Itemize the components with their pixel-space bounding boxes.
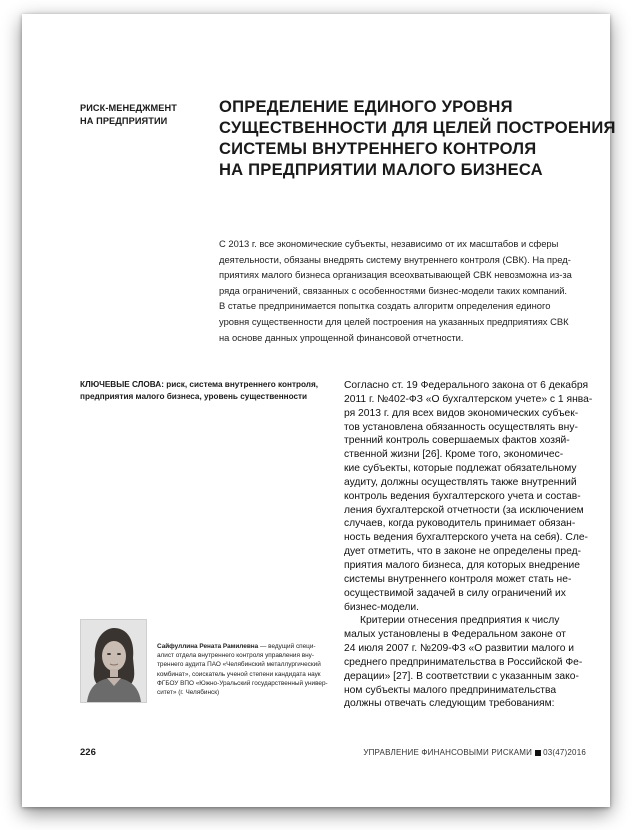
body-line: аудиту, должны осуществлять также внутренний [344, 476, 577, 488]
body-line: тренний контроль совершаемых фактов хозяй- [344, 435, 570, 447]
abstract-line: приятиях малого бизнеса организация всеохватывающей СВК невозможна из-за [219, 269, 572, 281]
body-line: тов установлена обязанность осуществлять вну- [344, 421, 578, 433]
author-portrait [81, 620, 146, 702]
body-line: контроль ведения бухгалтерского учета и состав- [344, 490, 581, 502]
keywords-line: предприятия малого бизнеса, уровень существенности [80, 392, 308, 401]
body-line: ственной жизни [26]. Кроме того, экономичес- [344, 449, 564, 461]
body-line: осуществимой задачей в силу ограничений их [344, 587, 566, 599]
issue-number: 03(47)2016 [543, 748, 586, 757]
body-line: 2011 г. №402-ФЗ «О бухгалтерском учете» с 1 янва- [344, 393, 593, 405]
body-line: приятия малого бизнеса, для которых внедрение [344, 559, 581, 571]
section-label [80, 102, 210, 127]
keywords-line: КЛЮЧЕВЫЕ СЛОВА: риск, система внутреннего контроля, [80, 380, 319, 389]
body-line: ря 2013 г. для всех видов экономических субъек- [344, 407, 579, 419]
body-line: должны отвечать следующим требованиям: [344, 698, 555, 710]
body-line: Критерии отнесения предприятия к числу [360, 615, 560, 627]
title-line: ОПРЕДЕЛЕНИЕ ЕДИНОГО УРОВНЯ [219, 97, 513, 116]
body-text [344, 379, 606, 711]
page-number: 226 [80, 747, 96, 758]
body-line: кие субъекты, которые подлежат обязательному [344, 463, 577, 475]
article-title [219, 96, 616, 180]
title-line: СУЩЕСТВЕННОСТИ ДЛЯ ЦЕЛЕЙ ПОСТРОЕНИЯ [219, 118, 616, 137]
abstract-line: на основе данных упрощенной финансовой отчетности. [219, 331, 464, 343]
section-label-line: РИСК-МЕНЕДЖМЕНТ [80, 103, 177, 113]
body-line: среднего предпринимательства в Российской Фе- [344, 656, 583, 668]
journal-footer [363, 748, 586, 757]
bio-line: комбинат», соискатель ученой степени кандидата наук [157, 670, 321, 678]
body-line: бизнес-модели. [344, 601, 419, 613]
section-label-line: НА ПРЕДПРИЯТИИ [80, 115, 168, 126]
body-line: ность ведения бухгалтерского учета на себя). Сле- [344, 532, 588, 544]
body-line: Согласно ст. 19 Федерального закона от 6 декабря [344, 380, 589, 391]
bio-text: — ведущий специ- [258, 643, 316, 650]
body-line: ном субъекты малого предпринимательства [344, 684, 557, 696]
body-line: дерации» [27]. В соответствии с указанным зако- [344, 670, 579, 682]
square-bullet-icon [535, 750, 541, 756]
title-line: НА ПРЕДПРИЯТИИ МАЛОГО БИЗНЕСА [219, 160, 543, 179]
keywords [80, 379, 330, 403]
body-line: системы внутреннего контроля может стать не- [344, 573, 572, 585]
body-line: ления бухгалтерской отчетности (за исключением [344, 504, 584, 516]
body-line: дует отметить, что в законе не определены пред- [344, 546, 582, 558]
abstract [219, 236, 589, 345]
bio-line: треннего аудита ПАО «Челябинский металлургический [157, 661, 321, 669]
bio-line: ФГБОУ ВПО «Южно-Уральский государственный универ- [157, 679, 328, 687]
abstract-line: ряда ограничений, связанных с особенностями бизнес-модели таких компаний. [219, 284, 568, 296]
journal-page [22, 14, 616, 807]
abstract-line: В статье предпринимается попытка создать алгоритм определения единого [219, 300, 551, 312]
body-line: малых установлены в Федеральном законе от [344, 629, 566, 641]
bio-line: алист отдела внутреннего контроля управления вну- [157, 652, 314, 660]
title-line: СИСТЕМЫ ВНУТРЕННЕГО КОНТРОЛЯ [219, 139, 537, 158]
author-photo [80, 619, 147, 703]
abstract-line: деятельности, обязаны внедрять систему внутреннего контроля (СВК). На пред- [219, 253, 571, 265]
abstract-line: уровня существенности для целей построения на указанных предприятиях СВК [219, 315, 569, 327]
author-name: Сайфуллина Рената Рамилевна [157, 643, 259, 650]
bio-first-line [157, 642, 337, 651]
body-line: 24 июля 2007 г. №209-ФЗ «О развитии малого и [344, 643, 575, 655]
abstract-line: С 2013 г. все экономические субъекты, независимо от их масштабов и сферы [219, 238, 559, 249]
bio-line: ситет» (г. Челябинск) [157, 689, 220, 697]
body-line: случаев, когда руководитель принимает обязан- [344, 518, 576, 530]
journal-name: УПРАВЛЕНИЕ ФИНАНСОВЫМИ РИСКАМИ [363, 748, 533, 757]
author-bio [157, 642, 337, 697]
